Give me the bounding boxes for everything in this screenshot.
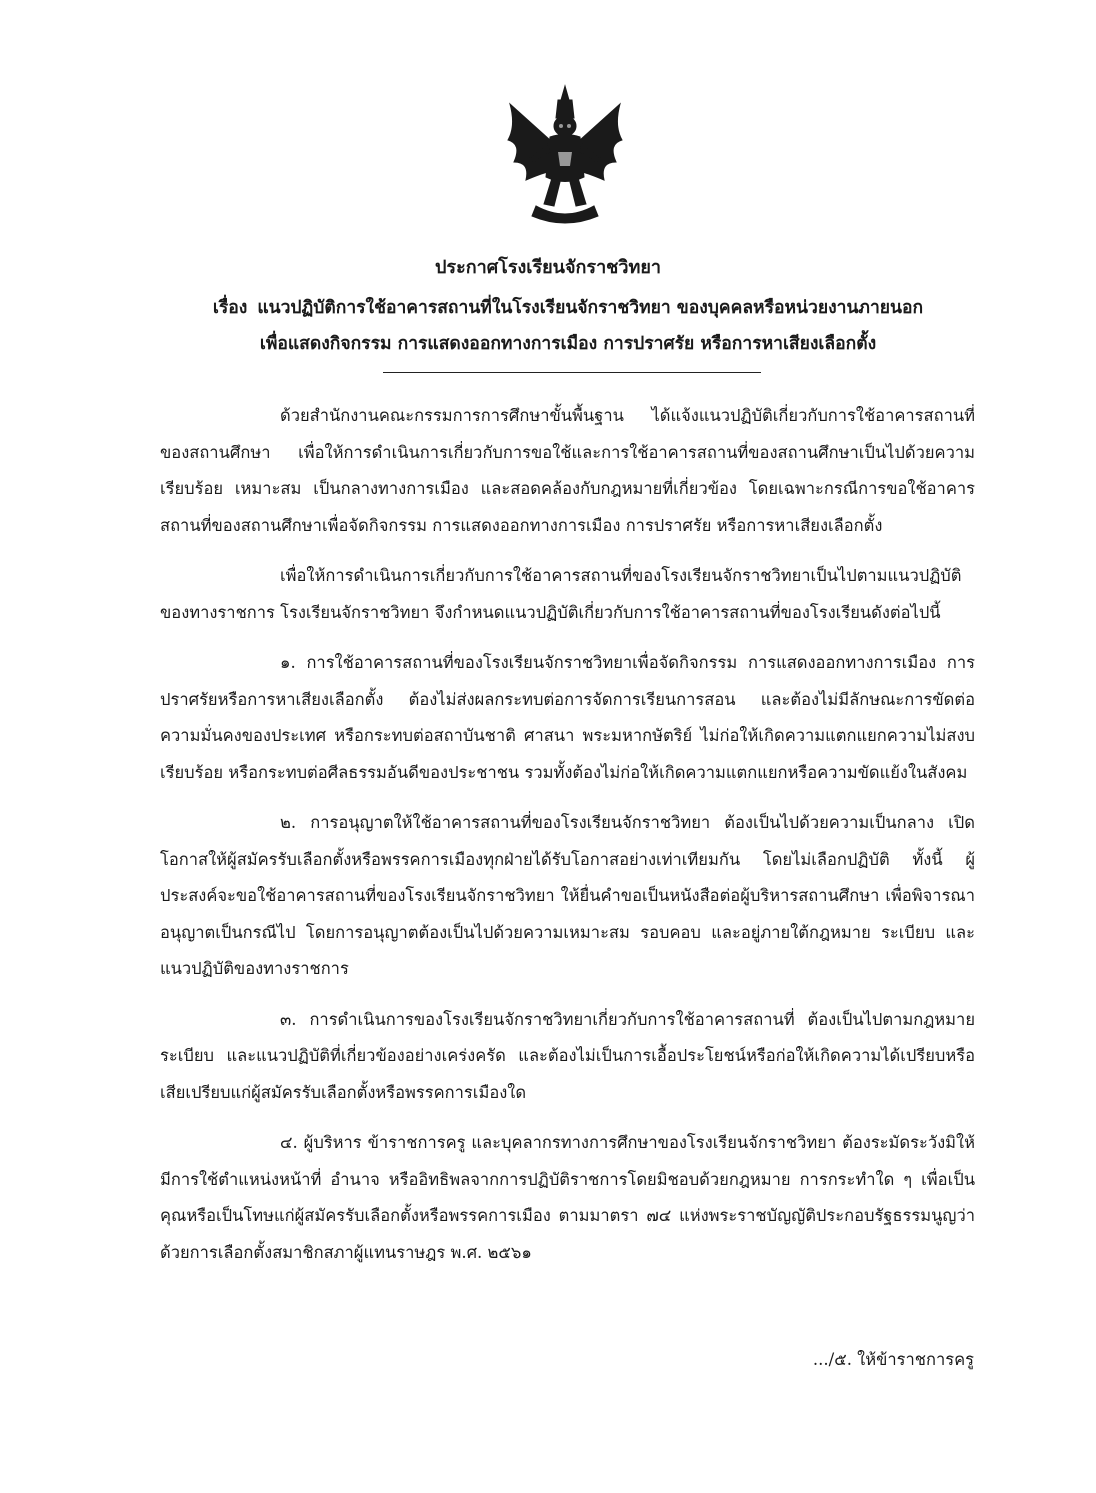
document-title: ประกาศโรงเรียนจักราชวิทยา bbox=[434, 257, 662, 278]
paragraph-item-3: ๓. การดำเนินการของโรงเรียนจักราชวิทยาเกี่ยวกับการใช้อาคารสถานที่ ต้องเป็นไปตามกฎหมาย ระเบียบ และแนวปฏิบัติที่เกี่ยวข้องอย่างเคร่งครัด และต้องไม่เป็นการเอื้อประโยชน์หรือก่อให้เกิดความได้เปรียบหรือเสียเปรียบแก่ผู้สมัครรับเลือกตั้งหรือพรรคการเมืองใด bbox=[160, 1009, 975, 1102]
title-divider bbox=[383, 372, 761, 373]
continuation-note: .../๕. ให้ข้าราชการครู bbox=[812, 1350, 974, 1369]
document-body bbox=[160, 398, 975, 1285]
subject-label: เรื่อง bbox=[212, 298, 248, 318]
subject-line-2: เพื่อแสดงกิจกรรม การแสดงออกทางการเมือง การปราศรัย หรือการหาเสียงเลือกตั้ง bbox=[259, 334, 877, 354]
garuda-emblem-icon bbox=[500, 82, 630, 232]
paragraph-item-2: ๒. การอนุญาตให้ใช้อาคารสถานที่ของโรงเรียนจักราชวิทยา ต้องเป็นไปด้วยความเป็นกลาง เปิดโอกาสให้ผู้สมัครรับเลือกตั้งหรือพรรคการเมืองทุกฝ่ายได้รับโอกาสอย่างเท่าเทียมกัน โดยไม่เลือกปฏิบัติ ทั้งนี้ ผู้ประสงค์จะขอใช้อาคารสถานที่ของโรงเรียนจักราชวิทยา ให้ยื่นคำขอเป็นหนังสือต่อผู้บริหารสถานศึกษา เพื่อพิจารณาอนุญาตเป็นกรณีไป โดยการอนุญาตต้องเป็นไปด้วยความเหมาะสม รอบคอบ และอยู่ภายใต้กฎหมาย ระเบียบ และแนวปฏิบัติของทางราชการ bbox=[160, 813, 975, 978]
subject-line-1 bbox=[150, 290, 986, 326]
subject-text-1: แนวปฏิบัติการใช้อาคารสถานที่ในโรงเรียนจักราชวิทยา ของบุคคลหรือหน่วยงานภายนอก bbox=[257, 298, 924, 318]
paragraph-item-4: ๔. ผู้บริหาร ข้าราชการครู และบุคลากรทางการศึกษาของโรงเรียนจักราชวิทยา ต้องระมัดระวังมิให้มีการใช้ตำแหน่งหน้าที่ อำนาจ หรืออิทธิพลจากการปฏิบัติราชการโดยมิชอบด้วยกฎหมาย การกระทำใด ๆ เพื่อเป็นคุณหรือเป็นโทษแก่ผู้สมัครรับเลือกตั้งหรือพรรคการเมือง ตามมาตรา ๗๔ แห่งพระราชบัญญัติประกอบรัฐธรรมนูญว่าด้วยการเลือกตั้งสมาชิกสภาผู้แทนราษฎร พ.ศ. ๒๕๖๑ bbox=[160, 1133, 975, 1262]
paragraph-purpose: เพื่อให้การดำเนินการเกี่ยวกับการใช้อาคารสถานที่ของโรงเรียนจักราชวิทยาเป็นไปตามแนวปฏิบัติของทางราชการ โรงเรียนจักราชวิทยา จึงกำหนดแนวปฏิบัติเกี่ยวกับการใช้อาคารสถานที่ของโรงเรียนดังต่อไปนี้ bbox=[160, 566, 962, 622]
paragraph-intro: ด้วยสำนักงานคณะกรรมการการศึกษาขั้นพื้นฐาน ได้แจ้งแนวปฏิบัติเกี่ยวกับการใช้อาคารสถานที่ของสถานศึกษา เพื่อให้การดำเนินการเกี่ยวกับการขอใช้และการใช้อาคารสถานที่ของสถานศึกษาเป็นไปด้วยความเรียบร้อย เหมาะสม เป็นกลางทางการเมือง และสอดคล้องกับกฎหมายที่เกี่ยวข้อง โดยเฉพาะกรณีการขอใช้อาคารสถานที่ของสถานศึกษาเพื่อจัดกิจกรรม การแสดงออกทางการเมือง การปราศรัย หรือการหาเสียงเลือกตั้ง bbox=[160, 406, 975, 535]
document-subject bbox=[150, 290, 986, 362]
paragraph-item-1: ๑. การใช้อาคารสถานที่ของโรงเรียนจักราชวิทยาเพื่อจัดกิจกรรม การแสดงออกทางการเมือง การปราศรัยหรือการหาเสียงเลือกตั้ง ต้องไม่ส่งผลกระทบต่อการจัดการเรียนการสอน และต้องไม่มีลักษณะการขัดต่อความมั่นคงของประเทศ หรือกระทบต่อสถาบันชาติ ศาสนา พระมหากษัตริย์ ไม่ก่อให้เกิดความแตกแยกความไม่สงบเรียบร้อย หรือกระทบต่อศีลธรรมอันดีของประชาชน รวมทั้งต้องไม่ก่อให้เกิดความแตกแยกหรือความขัดแย้งในสังคม bbox=[160, 653, 975, 782]
